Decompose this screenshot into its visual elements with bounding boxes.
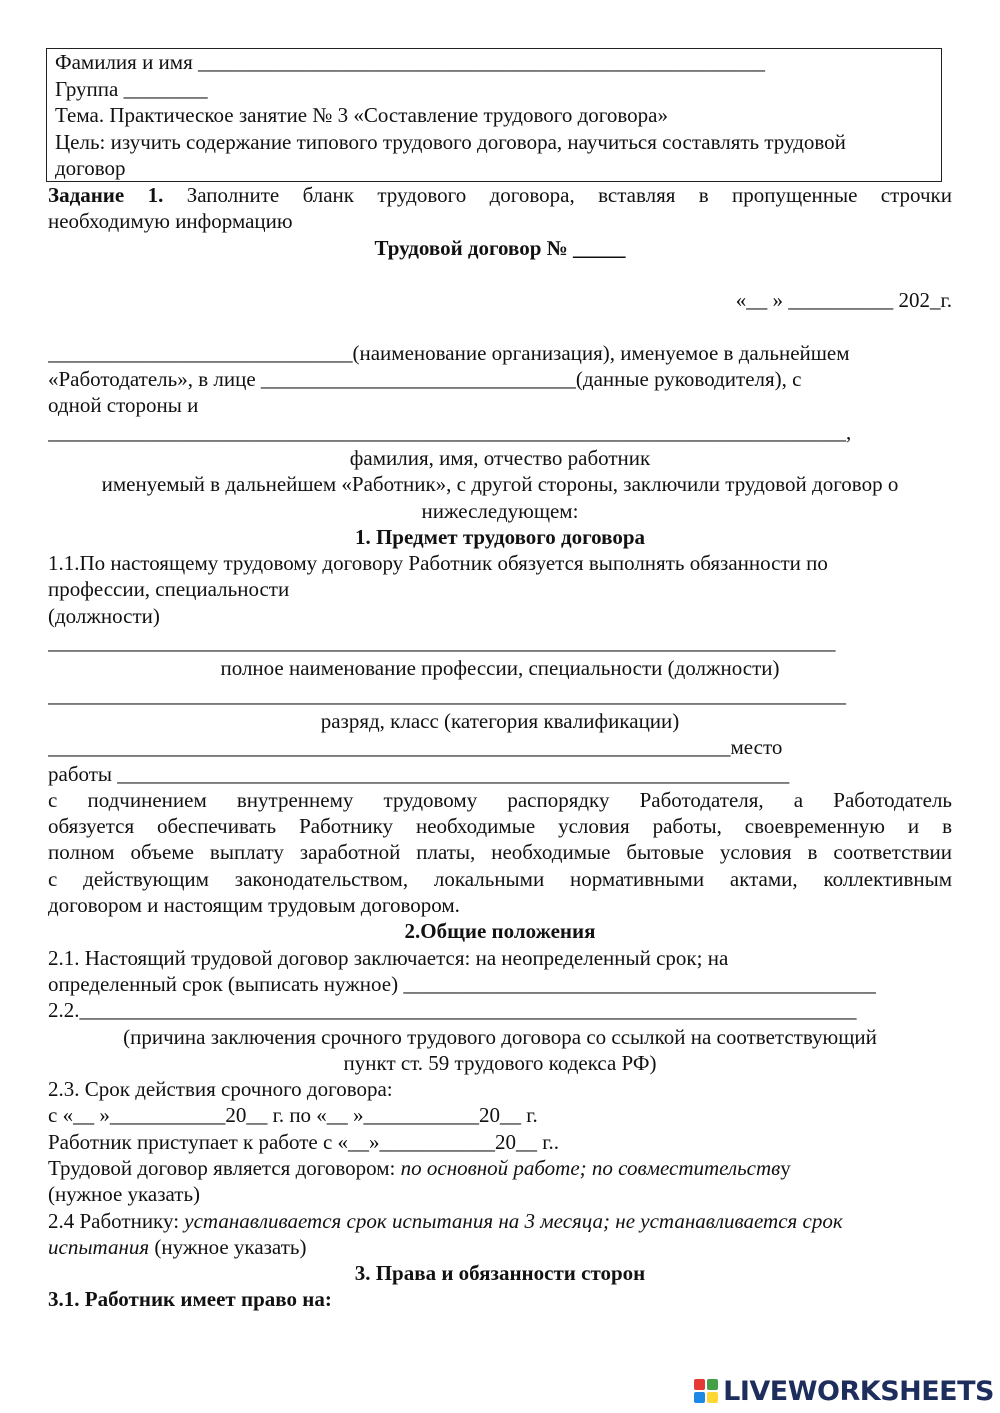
qualification-blank: ____________________________________________________________________________ [48, 682, 846, 707]
name-line: Фамилия и имя ______________________________________________________ [55, 50, 765, 74]
clause-2-4-note: (нужное указать) [149, 1234, 307, 1259]
liveworksheets-mark-icon [694, 1379, 720, 1405]
task-text-line1: Заполните бланк трудового договора, вставляя в пропущенные строчки [186, 183, 952, 207]
contract-type [48, 1155, 952, 1181]
section1-heading: 1. Предмет трудового договора [354, 524, 646, 549]
section3-heading: 3. Права и обязанности сторон [354, 1261, 646, 1286]
contract-type-suffix: у [780, 1155, 791, 1180]
place-line: _________________________________________________________________место [48, 735, 783, 760]
section1-line: (должности) [48, 603, 160, 628]
worker-line: именуемый в дальнейшем «Работник», с другой стороны, заключили трудовой договор о [101, 472, 899, 497]
clause-2-2-blank: 2.2.__________________________________________________________________________ [48, 998, 857, 1023]
group-line: Группа ________ [55, 76, 208, 101]
section1-paragraph-line: обязуется обеспечивать Работнику необходимые условия работы, своевременную и в [48, 814, 952, 839]
clause-2-1-blank: определенный срок (выписать нужное) _____________________________________________ [48, 971, 876, 996]
topic-line: Тема. Практическое занятие № 3 «Составление трудового договора» [55, 103, 668, 128]
contract-type-prefix: Трудовой договор является договором: [48, 1155, 401, 1180]
worker-line: нижеследующем: [421, 498, 579, 523]
goal-line: Цель: изучить содержание типового трудового договора, научиться составлять трудовой [55, 129, 846, 154]
contract-type-options: по основной работе; по совместительств [400, 1155, 781, 1180]
task-text [48, 182, 952, 208]
party-line: одной стороны и [48, 393, 199, 418]
qualification-caption: разряд, класс (категория квалификации) [320, 708, 680, 733]
contract-term-dates: с «__ »___________20__ г. по «__ »___________20__ г. [48, 1103, 538, 1128]
profession-caption: полное наименование профессии, специальности (должности) [220, 656, 780, 681]
clause-2-4 [48, 1208, 952, 1234]
liveworksheets-logo [694, 1375, 994, 1409]
profession-blank: ___________________________________________________________________________ [48, 630, 836, 655]
worksheet-page [48, 48, 952, 1313]
student-info-box [46, 48, 942, 182]
start-date: Работник приступает к работе с «__»___________20__ г.. [48, 1129, 560, 1154]
clause-2-2-caption: (причина заключения срочного трудового договора со ссылкой на соответствующий [123, 1024, 877, 1049]
contract-date: «__ » __________ 202_г. [735, 288, 952, 313]
clause-2-3: 2.3. Срок действия срочного договора: [48, 1077, 393, 1102]
section2-heading: 2.Общие положения [404, 919, 596, 944]
clause-2-2-caption: пункт ст. 59 трудового кодекса РФ) [343, 1050, 657, 1075]
work-line: работы ________________________________________________________________ [48, 761, 790, 786]
clause-2-4-prefix: 2.4 Работнику: [48, 1208, 185, 1233]
section1-line: профессии, специальности [48, 577, 290, 602]
party-line: «Работодатель», в лице ______________________________(данные руководителя), с [48, 367, 802, 392]
section1-paragraph-line: договором и настоящим трудовым договором. [48, 893, 460, 918]
clause-2-1: 2.1. Настоящий трудовой договор заключается: на неопределенный срок; на [48, 945, 729, 970]
party-line: _____________________________(наименование организация), именуемое в дальнейшем [48, 340, 850, 365]
worker-name-caption: фамилия, имя, отчество работник [349, 445, 651, 470]
section1-line: 1.1.По настоящему трудовому договору Работник обязуется выполнять обязанности по [48, 551, 828, 576]
task-text-line2: необходимую информацию [48, 209, 293, 234]
contract-type-note: (нужное указать) [48, 1182, 201, 1207]
task-label: Задание 1. [48, 183, 164, 207]
probation-options: устанавливается срок испытания на 3 месяца; не устанавливается срок [184, 1208, 843, 1233]
worker-name-blank: ____________________________________________________________________________, [48, 419, 852, 444]
section1-paragraph-line: с действующим законодательством, локальными нормативными актами, коллективным [48, 866, 952, 891]
probation-options-continued: испытания [48, 1234, 150, 1259]
clause-2-4-continued [48, 1234, 952, 1260]
liveworksheets-wordmark: LIVEWORKSHEETS [723, 1376, 994, 1407]
contract-title: Трудовой договор № _____ [374, 235, 626, 260]
section1-paragraph-line: с подчинением внутреннему трудовому распорядку Работодателя, а Работодатель [48, 787, 952, 812]
section3-subheading: 3.1. Работник имеет право на: [48, 1287, 332, 1312]
goal-line-continued: договор [55, 156, 126, 181]
section1-paragraph-line: полном объеме выплату заработной платы, необходимые бытовые условия в соответствии [48, 840, 952, 865]
